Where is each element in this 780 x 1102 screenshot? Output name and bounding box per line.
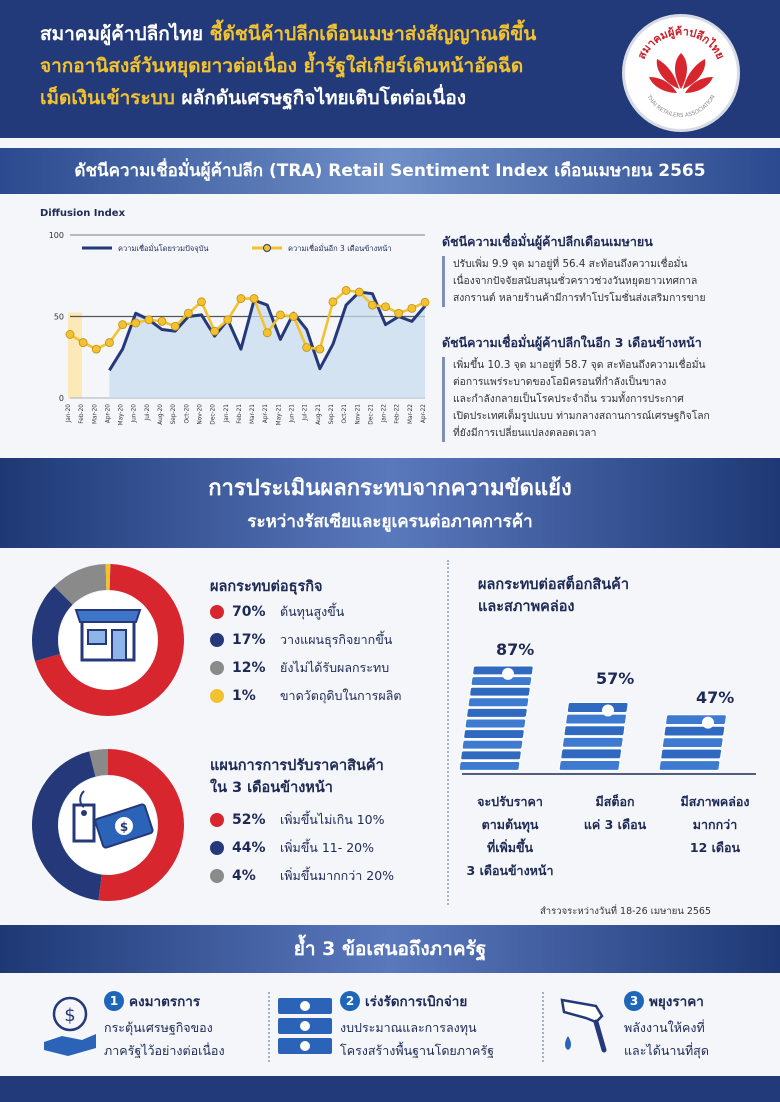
note-forecast [442,333,762,442]
forecast-point [66,330,74,338]
x-tick-label: Jan-20 [66,404,72,423]
proposal-divider [542,992,544,1062]
forecast-point [237,295,245,303]
stock-pct-1: 87% [496,640,535,659]
legend-dot [210,605,224,619]
legend-dot [210,841,224,855]
x-tick-label: Dec-20 [210,404,217,425]
money-stack [659,715,727,771]
forecast-point [184,309,192,317]
x-tick-label: Apr-22 [421,404,427,424]
money-bill [469,687,530,696]
tra-logo [622,14,740,132]
headline-line-3: เม็ดเงินเข้าระบบ ผลักดันเศรษฐกิจไทยเติบโตต่อเนื่อง [40,87,467,109]
forecast-point [408,304,416,312]
x-tick-label: Sep-21 [328,404,335,425]
money-bill [460,751,521,760]
money-bill [565,714,626,724]
price-title: แผนการการปรับราคาสินค้า ใน 3 เดือนข้างหน้า [210,758,384,796]
money-bill [460,761,520,770]
x-tick-label: Apr-20 [105,404,112,424]
x-tick-label: Nov-20 [197,404,204,425]
x-tick-label: Feb-22 [394,404,401,424]
forecast-point [316,345,324,353]
legend-item: 70% ต้นทุนสูงขึ้น [210,598,402,626]
x-tick-label: Oct-21 [342,404,349,424]
money-bill [463,730,524,739]
x-tick-label: Nov-21 [355,404,362,425]
forecast-point [263,329,271,337]
x-tick-label: Jan-21 [223,404,230,423]
proposal-text: งบประมาณและการลงทุน โครงสร้างพื้นฐานโดยภาครัฐ [340,1020,494,1058]
proposal-title: เร่งรัดการเบิกจ่าย [365,994,468,1010]
legend-item: 52% เพิ่มขึ้นไม่เกิน 10% [210,806,394,834]
y-axis-label: Diffusion Index [40,208,126,219]
x-tick-label: Jun-20 [131,404,138,423]
legend-label: ความเชื่อมั่นอีก 3 เดือนข้างหน้า [288,244,392,253]
money-stack [559,702,629,770]
impact-title-2: ระหว่างรัสเซียและยูเครนต่อภาคการค้า [247,512,533,532]
forecast-point [382,303,390,311]
legend-item: 17% วางแผนธุรกิจยากขึ้น [210,626,402,654]
proposal-number: 3 [624,991,644,1011]
x-tick-label: Mar-20 [92,404,99,425]
business-legend [210,598,402,710]
forecast-point [132,319,140,327]
forecast-point [171,322,179,330]
x-tick-label: Jul-20 [144,404,151,421]
money-bill [659,761,720,771]
forecast-point [92,345,100,353]
coin-mark [702,717,714,729]
stock-label-1: จะปรับราคา ตามต้นทุน ที่เพิ่มขึ้น 3 เดือนข้างหน้า [466,794,554,878]
business-title: ผลกระทบต่อธุรกิจ [210,579,323,595]
x-tick-label: Aug-21 [315,404,322,425]
svg-text:THAI RETAILERS ASSOCIATION: THAI RETAILERS ASSOCIATION [645,94,717,120]
money-bill [662,738,723,748]
proposals-title: ย้ำ 3 ข้อเสนอถึงภาครัฐ [0,925,780,973]
proposal-divider [268,992,270,1062]
forecast-point [211,327,219,335]
money-bill [471,676,532,685]
proposal-2 [340,990,494,1062]
x-tick-label: Jan-22 [381,404,388,423]
legend-item: 44% เพิ่มขึ้น 11- 20% [210,834,394,862]
legend-item: 4% เพิ่มขึ้นมากกว่า 20% [210,862,394,890]
stock-label-3: มีสภาพคล่อง มากกว่า 12 เดือน [680,794,750,855]
coin-mark [602,704,614,716]
money-bill [462,740,523,749]
svg-text:$: $ [64,1005,76,1026]
proposal-3 [624,990,709,1062]
legend-dot [210,661,224,675]
x-tick-label: Feb-21 [236,404,243,424]
stock-pct-2: 57% [596,669,635,688]
impact-band [0,458,780,548]
y-tick-label: 100 [48,231,64,240]
note-forecast-body: เพิ่มขึ้น 10.3 จุด มาอยู่ที่ 58.7 จุด สะท้อนถึงความเชื่อมั่น ต่อการแพร่ระบาดของโอมิครอนที่กำลังเป็นขาลง และกำลังกลายเป็นโรคประจำถิ่น รวมทั้งการประกาศ เปิดประเทศเต็มรูปแบบ ท่ามกลางสถานการณ์เศรษฐกิจโลก ที่ยังมีการเปลี่ยนแปลงตลอดเวลา [442,357,762,442]
legend-label: ความเชื่อมั่นโดยรวมปัจจุบัน [118,244,209,253]
header-banner [0,0,780,138]
money-bill [466,708,527,717]
note-forecast-title: ดัชนีความเชื่อมั่นผู้ค้าปลีกในอีก 3 เดือนข้างหน้า [442,335,702,350]
x-tick-label: Oct-20 [184,404,191,424]
money-bill [567,702,628,712]
legend-dot [210,689,224,703]
money-bill [564,726,625,736]
forecast-point [342,286,350,294]
stock-pct-3: 47% [696,688,735,707]
y-tick-label: 0 [58,394,64,403]
money-stack [460,666,534,771]
note-current-body: ปรับเพิ่ม 9.9 จุด มาอยู่ที่ 56.4 สะท้อนถึงความเชื่อมั่น เนื่องจากปัจจัยสนับสนุนชั่วคราวช่วงวันหยุดยาวเทศกาล สงกรานต์ หลายร้านค้ามีการทำโปรโมชั่นส่งเสริมการขาย [442,256,762,307]
money-bill [660,749,721,759]
sentiment-line-chart [30,200,430,435]
forecast-point [276,311,284,319]
forecast-point [290,313,298,321]
note-current-title: ดัชนีความเชื่อมั่นผู้ค้าปลีกเดือนเมษายน [442,234,653,249]
survey-note: สำรวจระหว่างวันที่ 18-26 เมษายน 2565 [540,906,712,917]
lotus-mark [649,53,713,93]
money-bill [468,698,529,707]
note-current [442,232,762,307]
proposal-title: พยุงราคา [649,994,704,1010]
legend-item: 1% ขาดวัตถุดิบในการผลิต [210,682,402,710]
forecast-point [105,339,113,347]
forecast-point [355,288,363,296]
svg-text:สมาคมผู้ค้าปลีกไทย: สมาคมผู้ค้าปลีกไทย [634,24,728,62]
forecast-point [395,309,403,317]
stock-label-2: มีสต็อก แค่ 3 เดือน [583,794,647,832]
x-tick-label: Mar-21 [250,404,257,425]
impact-title-1: การประเมินผลกระทบจากความขัดแย้ง [208,476,572,501]
coin-mark [502,668,514,680]
money-bill [559,760,620,770]
business-impact-donut [28,560,188,720]
forecast-point [224,316,232,324]
price-legend [210,806,394,890]
money-bill [665,715,726,725]
x-tick-label: Apr-21 [263,404,270,424]
x-tick-label: Dec-21 [368,404,375,425]
highlight-band [68,313,82,399]
forecast-point [158,317,166,325]
forecast-point [119,321,127,329]
forecast-point [197,298,205,306]
index-title: ดัชนีความเชื่อมั่นผู้ค้าปลีก (TRA) Retail Sentiment Index เดือนเมษายน 2565 [0,148,780,194]
forecast-point [329,298,337,306]
x-tick-label: May-21 [276,404,283,426]
headline-line-1: สมาคมผู้ค้าปลีกไทย ชี้ดัชนีค้าปลีกเดือนเมษาส่งสัญญาณดีขึ้น [40,23,537,45]
forecast-point [145,316,153,324]
proposal-number: 1 [104,991,124,1011]
legend-item: 12% ยังไม่ได้รับผลกระทบ [210,654,402,682]
store-icon [76,610,140,660]
legend-dot [210,813,224,827]
legend-marker [264,245,271,252]
x-tick-label: Jun-21 [289,404,296,423]
proposal-text: พลังงานให้คงที่ และได้นานที่สุด [624,1020,709,1058]
price-plan-donut [28,745,188,905]
legend-dot [210,633,224,647]
donut-slice [106,564,111,590]
y-tick-label: 50 [53,312,64,322]
x-tick-label: Mar-22 [407,404,414,425]
fuel-nozzle-icon [556,992,620,1062]
money-bill [560,749,621,759]
legend-dot [210,869,224,883]
section-divider [447,560,449,905]
proposal-number: 2 [340,991,360,1011]
x-tick-label: Jul-21 [302,404,309,421]
money-bill [664,726,725,736]
money-bills-icon [276,994,336,1058]
headline-line-2: จากอานิสงส์วันหยุดยาวต่อเนื่อง ย้ำรัฐใส่เกียร์เดินหน้าอัดฉีด [40,55,524,77]
proposal-1 [104,990,225,1062]
x-tick-label: Feb-20 [79,404,86,424]
x-tick-label: Aug-20 [158,404,165,425]
svg-text:$: $ [119,820,129,834]
x-tick-label: May-20 [118,404,125,426]
forecast-point [79,339,87,347]
money-bill [465,719,526,728]
forecast-point [250,295,258,303]
x-tick-label: Sep-20 [171,404,178,425]
forecast-point [303,343,311,351]
money-bill [562,737,623,747]
stock-title: ผลกระทบต่อสต็อกสินค้า และสภาพคล่อง [478,577,629,615]
dollar-hand-icon [40,990,100,1060]
footer-bar [0,1076,780,1102]
forecast-point [421,298,429,306]
proposal-text: กระตุ้นเศรษฐกิจของ ภาครัฐไว้อย่างต่อเนื่อง [104,1020,225,1058]
proposal-title: คงมาตรการ [129,994,201,1010]
forecast-point [368,301,376,309]
